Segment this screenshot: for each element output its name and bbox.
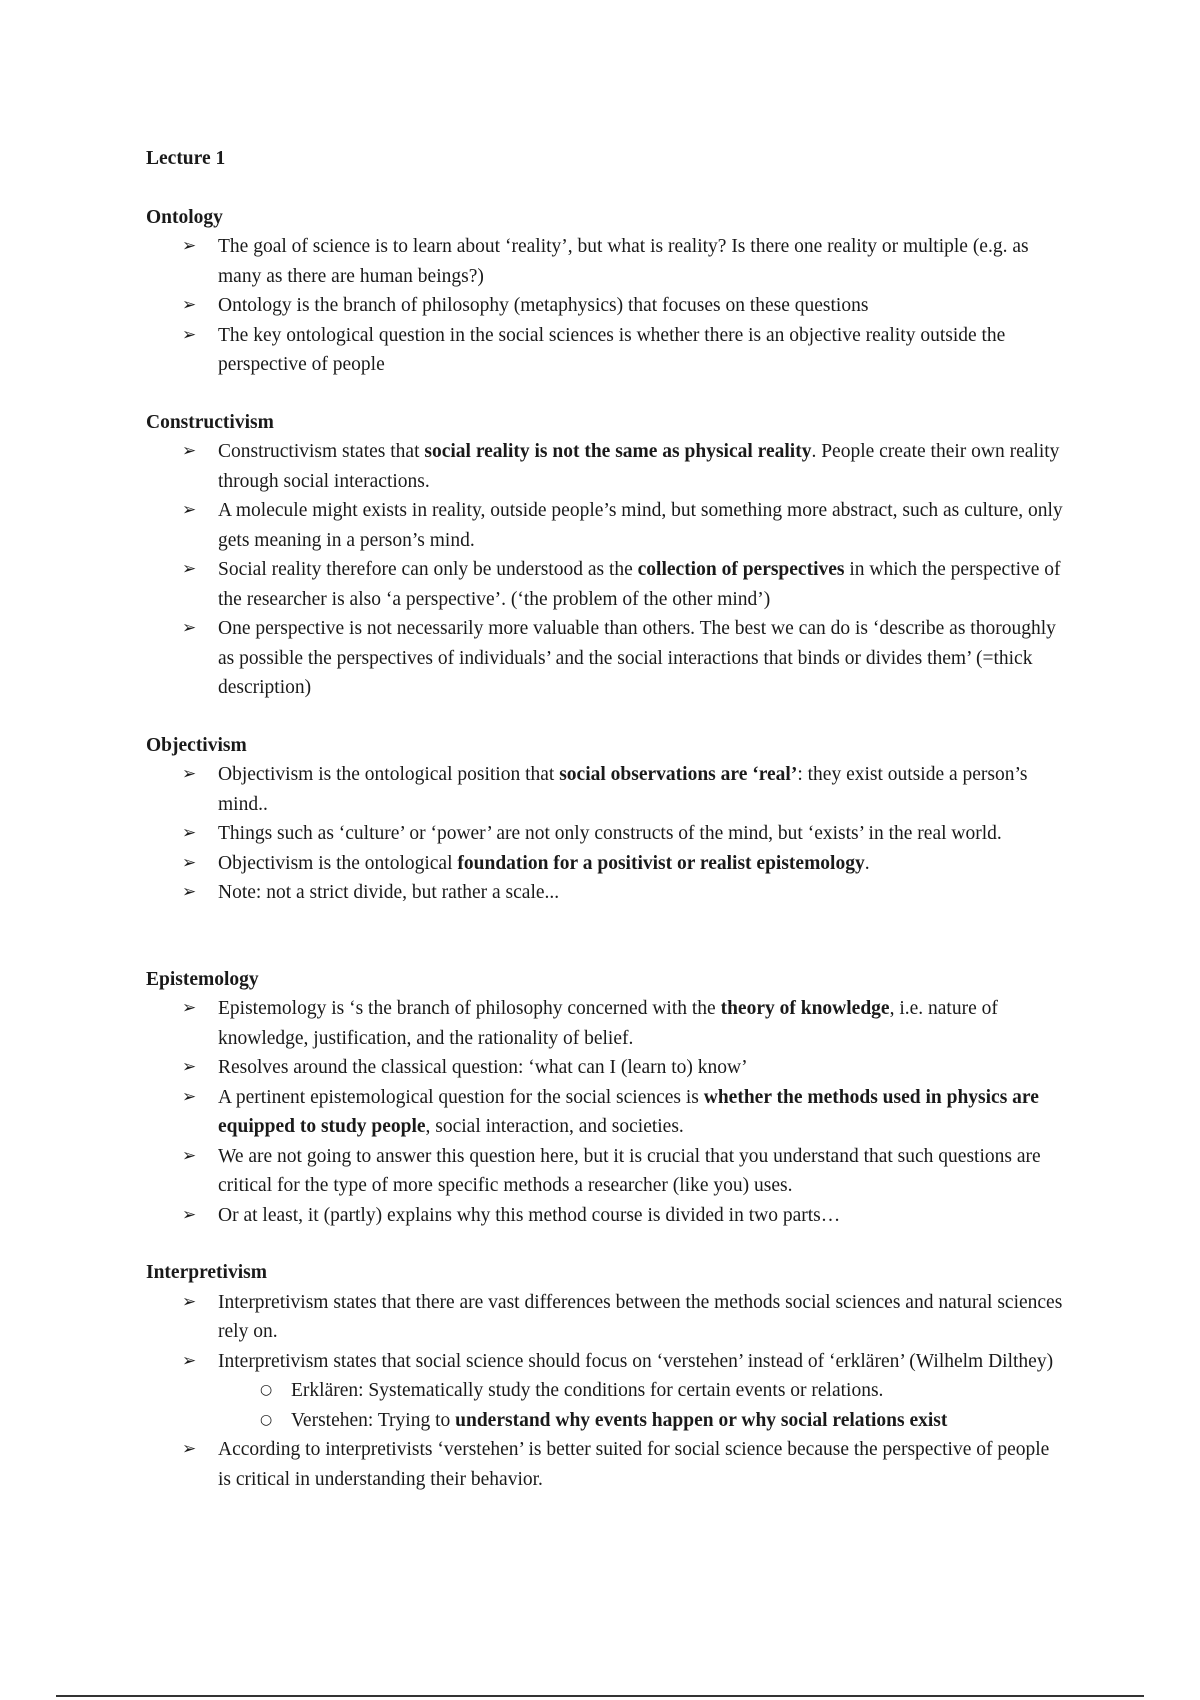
list-item: ➢ A molecule might exists in reality, outside people’s mind, but something more abstract, such as culture, only gets meaning in a person’s mind. [218, 496, 1066, 555]
list-item: ➢ Constructivism states that social reality is not the same as physical reality. People create their own reality through social interactions. [218, 437, 1066, 496]
section-constructivism [146, 408, 1066, 703]
list-item: ➢ According to interpretivists ‘verstehen’ is better suited for social science because the perspective of people is critical in understanding their behavior. [218, 1435, 1066, 1494]
arrowhead-bullet-icon: ➢ [182, 882, 197, 902]
list-item: ➢ One perspective is not necessarily more valuable than others. The best we can do is ‘describe as thoroughly as possible the perspectives of individuals’ and the social interactions that binds or divides them’ (=thick description) [218, 614, 1066, 703]
list-item: ➢ The goal of science is to learn about ‘reality’, but what is reality? Is there one reality or multiple (e.g. as many as there are human beings?) [218, 232, 1066, 291]
arrowhead-bullet-icon: ➢ [182, 764, 197, 784]
section-heading: Constructivism [146, 411, 274, 433]
bullet-list [146, 232, 1066, 380]
section-objectivism [146, 731, 1066, 908]
list-item: ➢ Ontology is the branch of philosophy (metaphysics) that focuses on these questions [218, 291, 1066, 321]
sub-list-item: ○ Verstehen: Trying to understand why events happen or why social relations exist [291, 1406, 1066, 1436]
sub-bullet-list [218, 1376, 1066, 1435]
footer-rule [56, 1695, 1144, 1697]
arrowhead-bullet-icon: ➢ [182, 324, 197, 345]
list-item: ➢ Resolves around the classical question: ‘what can I (learn to) know’ [218, 1053, 1066, 1083]
list-item: ➢ Things such as ‘culture’ or ‘power’ are not only constructs of the mind, but ‘exists’ in the real world. [218, 819, 1066, 849]
arrowhead-bullet-icon: ➢ [182, 1057, 197, 1077]
list-item: ➢ Epistemology is ‘s the branch of philosophy concerned with the theory of knowledge, i.e. nature of knowledge, justification, and the rationality of belief. [218, 994, 1066, 1053]
arrowhead-bullet-icon: ➢ [182, 998, 197, 1018]
arrowhead-bullet-icon: ➢ [182, 559, 197, 579]
bullet-list [146, 1288, 1066, 1495]
list-item: ➢ Objectivism is the ontological foundation for a positivist or realist epistemology. [218, 849, 1066, 879]
arrowhead-bullet-icon: ➢ [182, 441, 197, 461]
list-item: ➢ Interpretivism states that social science should focus on ‘verstehen’ instead of ‘erklären’ (Wilhelm Dilthey) ○ Erklären: Systematically study the conditions for certain events or relations. ○ Verstehen: Trying to understand why events happen or why social relations exist [218, 1347, 1066, 1436]
list-item: ➢ Social reality therefore can only be understood as the collection of perspectives in which the perspective of the researcher is also ‘a perspective’. (‘the problem of the other mind’) [218, 555, 1066, 614]
arrowhead-bullet-icon: ➢ [182, 1145, 197, 1166]
section-interpretivism [146, 1258, 1066, 1494]
hollow-circle-bullet-icon: ○ [260, 1382, 273, 1398]
section-heading: Epistemology [146, 968, 259, 990]
sub-list-item: ○ Erklären: Systematically study the conditions for certain events or relations. [291, 1376, 1066, 1406]
bullet-list [146, 760, 1066, 908]
list-item: ➢ Or at least, it (partly) explains why this method course is divided in two parts… [218, 1201, 1066, 1231]
arrowhead-bullet-icon: ➢ [182, 1086, 197, 1107]
list-item: ➢ Interpretivism states that there are vast differences between the methods social sciences and natural sciences rely on. [218, 1288, 1066, 1347]
arrowhead-bullet-icon: ➢ [182, 618, 197, 638]
arrowhead-bullet-icon: ➢ [182, 500, 197, 520]
document-page [146, 144, 1066, 1522]
arrowhead-bullet-icon: ➢ [182, 295, 197, 315]
list-item: ➢ We are not going to answer this question here, but it is crucial that you understand that such questions are critical for the type of more specific methods a researcher (like you) uses. [218, 1142, 1066, 1201]
arrowhead-bullet-icon: ➢ [182, 236, 197, 256]
bullet-list [146, 437, 1066, 703]
arrowhead-bullet-icon: ➢ [182, 1439, 197, 1459]
arrowhead-bullet-icon: ➢ [182, 823, 197, 843]
page-title: Lecture 1 [146, 148, 226, 169]
section-heading: Interpretivism [146, 1262, 267, 1283]
list-item: ➢ Objectivism is the ontological position that social observations are ‘real’: they exist outside a person’s mind.. [218, 760, 1066, 819]
section-heading: Objectivism [146, 734, 247, 756]
section-heading: Ontology [146, 206, 223, 228]
list-item: ➢ Note: not a strict divide, but rather a scale... [218, 878, 1066, 908]
section-epistemology [146, 965, 1066, 1231]
arrowhead-bullet-icon: ➢ [182, 1350, 197, 1371]
arrowhead-bullet-icon: ➢ [182, 852, 197, 873]
arrowhead-bullet-icon: ➢ [182, 1291, 197, 1312]
bullet-list [146, 994, 1066, 1230]
list-item: ➢ The key ontological question in the social sciences is whether there is an objective reality outside the perspective of people [218, 321, 1066, 380]
section-ontology [146, 203, 1066, 380]
arrowhead-bullet-icon: ➢ [182, 1204, 197, 1225]
list-item: ➢ A pertinent epistemological question for the social sciences is whether the methods used in physics are equipped to study people, social interaction, and societies. [218, 1083, 1066, 1142]
hollow-circle-bullet-icon: ○ [260, 1411, 273, 1428]
